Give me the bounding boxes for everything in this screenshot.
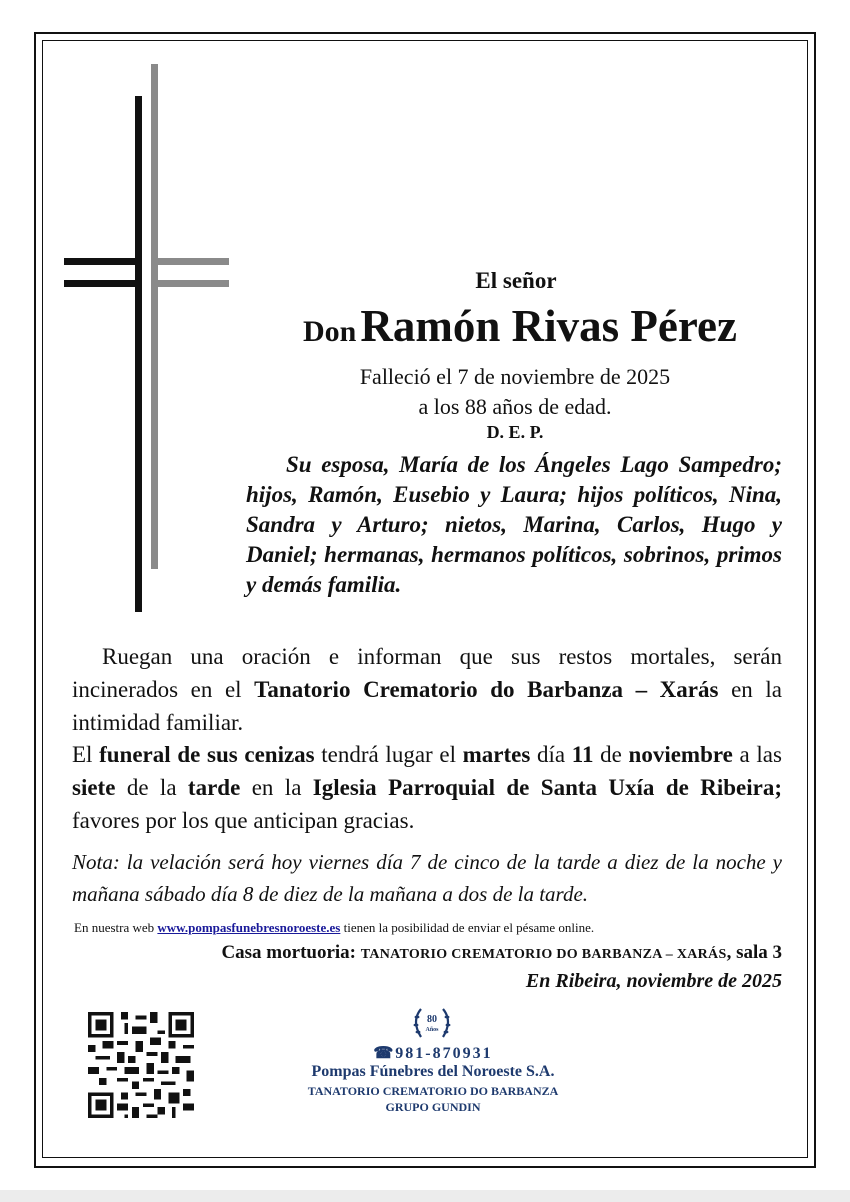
badge-number: 80 (427, 1014, 437, 1025)
death-date: Falleció el 7 de noviembre de 2025 (359, 364, 671, 389)
place-date: En Ribeira, noviembre de 2025 (525, 970, 782, 992)
funeral-paragraph: El funeral de sus cenizas tendrá lugar el martes día 11 de noviembre a las siete de la tarde en la Iglesia Parroquial de Santa Uxía de Ribeira; favores por los que anticipan gracias. (72, 742, 782, 833)
company-name: Pompas Fúnebres del Noroeste S.A. (311, 1063, 555, 1080)
wake-note: Nota: la velación será hoy viernes día 7 de cinco de la tarde a diez de la noche y mañana sábado día 8 de diez de la mañana a dos de la tarde. (72, 850, 782, 906)
age: a los 88 años de edad. (418, 394, 612, 419)
deceased-name (250, 300, 790, 352)
family-list: Su esposa, María de los Ángeles Lago Sampedro; hijos, Ramón, Eusebio y Laura; hijos políticos, Nina, Sandra y Arturo; nietos, Marina, Carlos, Hugo y Daniel; hermanas, hermanos políticos, sobrinos, primos y demás familia. (246, 452, 782, 597)
company-subtitle: TANATORIO CREMATORIO DO BARBANZA (307, 1084, 559, 1098)
funeral-home: Casa mortuoria: TANATORIO CREMATORIO DO BARBANZA – XARÁS, sala 3 (221, 942, 782, 963)
badge-word: Años (425, 1027, 439, 1033)
company-group: GRUPO GUNDIN (385, 1100, 481, 1114)
cross-icon (62, 64, 232, 616)
web-notice: En nuestra web www.pompasfunebresnoroeste.es tienen la posibilidad de enviar el pésame online. (74, 920, 595, 935)
full-name: Ramón Rivas Pérez (360, 301, 737, 351)
rip: D. E. P. (486, 422, 544, 442)
cremation-paragraph: Ruegan una oración e informan que sus restos mortales, serán incinerados en el Tanatorio Crematorio do Barbanza – Xarás en la intimidad familiar. (72, 644, 782, 735)
honorific: Don (303, 315, 357, 348)
qr-code-icon[interactable] (88, 1012, 194, 1118)
phone-number[interactable]: ☎981-870931 (373, 1045, 493, 1062)
portrait-photo (443, 72, 589, 250)
bottom-strip (0, 1190, 850, 1202)
website-link[interactable]: www.pompasfunebresnoroeste.es (157, 920, 341, 935)
laurel-badge-icon (409, 1003, 455, 1043)
title-el-senor: El señor (475, 268, 557, 293)
